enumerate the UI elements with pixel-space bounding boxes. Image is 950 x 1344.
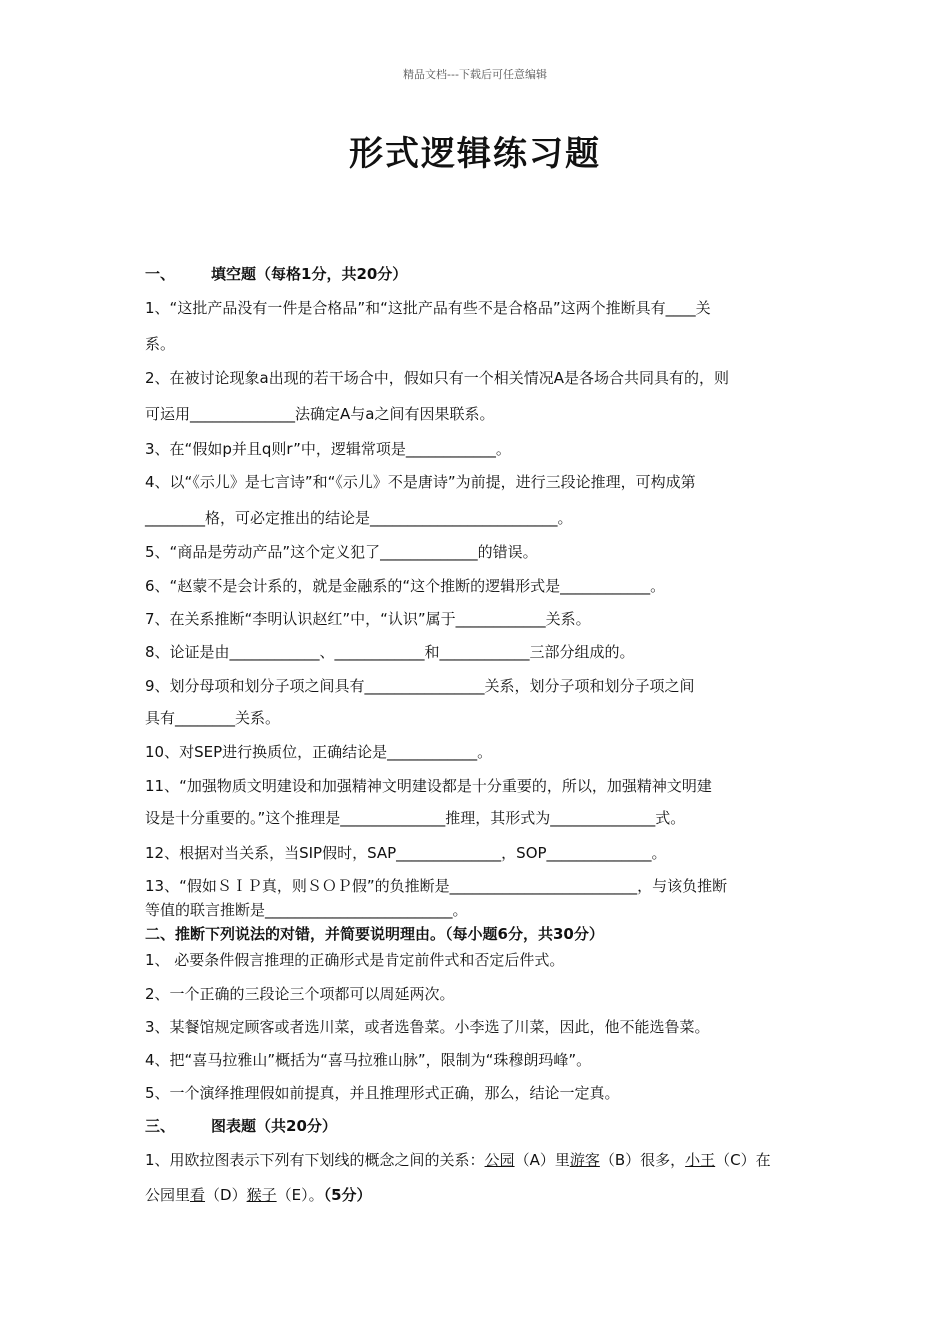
q1-4-line-2: ________格，可必定推出的结论是_________________________。 bbox=[145, 509, 573, 527]
q1-3-line: 3、在“假如p并且q则r”中，逻辑常项是____________。 bbox=[145, 440, 511, 458]
underlined-concept-look: 看 bbox=[190, 1186, 206, 1204]
q3-1-score: （5分） bbox=[323, 1186, 372, 1204]
page-header: 精品文档---下载后可任意编辑 bbox=[403, 68, 547, 81]
q2-1-line: 1、 必要条件假言推理的正确形式是肯定前件式和否定后件式。 bbox=[145, 951, 565, 969]
q1-9-line-1: 9、划分母项和划分子项之间具有________________关系，划分子项和划分子项之间 bbox=[145, 677, 695, 695]
q1-1-line-1: 1、“这批产品没有一件是合格品”和“这批产品有些不是合格品”这两个推断具有____关 bbox=[145, 299, 711, 317]
document-title: 形式逻辑练习题 bbox=[349, 134, 601, 174]
q1-2-line-1: 2、在被讨论现象a出现的若干场合中，假如只有一个相关情况A是各场合共同具有的，则 bbox=[145, 369, 730, 387]
section-2-heading: 二、推断下列说法的对错，并简要说明理由。（每小题6分，共30分） bbox=[145, 925, 604, 943]
q1-11-line-1: 11、“加强物质文明建设和加强精神文明建设都是十分重要的，所以，加强精神文明建 bbox=[145, 777, 712, 795]
q1-11-line-2: 设是十分重要的。”这个推理是______________推理，其形式为______________式。 bbox=[145, 809, 686, 827]
section-3-title: 图表题（共20分） bbox=[211, 1117, 337, 1135]
q3-1-text: （A）里 bbox=[514, 1151, 570, 1169]
q1-13-line-1: 13、“假如ＳＩＰ真，则ＳＯＰ假”的负推断是_________________________，与该负推断 bbox=[145, 877, 728, 895]
q3-1-text: （C）在 bbox=[715, 1151, 771, 1169]
q2-4-line: 4、把“喜马拉雅山”概括为“喜马拉雅山脉”，限制为“珠穆朗玛峰”。 bbox=[145, 1051, 592, 1069]
section-3-number: 三、 bbox=[145, 1117, 176, 1135]
q3-1-text: （E）。 bbox=[276, 1186, 324, 1204]
q3-1-text: 1、用欧拉图表示下列有下划线的概念之间的关系： bbox=[145, 1151, 485, 1169]
q3-1-line-2 bbox=[145, 1185, 372, 1205]
q1-7-line: 7、在关系推断“李明认识赵红”中，“认识”属于____________关系。 bbox=[145, 610, 591, 628]
underlined-concept-tourist: 游客 bbox=[569, 1151, 600, 1169]
q3-1-text: 公园里 bbox=[145, 1186, 191, 1204]
q1-5-line: 5、“商品是劳动产品”这个定义犯了_____________的错误。 bbox=[145, 543, 538, 561]
q3-1-line-1 bbox=[145, 1150, 771, 1170]
underlined-concept-park: 公园 bbox=[484, 1151, 515, 1169]
section-1-heading bbox=[145, 264, 407, 284]
q1-8-line: 8、论证是由____________、____________和____________三部分组成的。 bbox=[145, 643, 635, 661]
q1-4-line-1: 4、以“《示儿》是七言诗”和“《示儿》不是唐诗”为前提，进行三段论推理，可构成第 bbox=[145, 473, 696, 491]
q1-9-line-2: 具有________关系。 bbox=[145, 709, 281, 727]
q1-12-line: 12、根据对当关系，当SIP假时，SAP______________，SOP______________。 bbox=[145, 844, 667, 862]
q2-3-line: 3、某餐馆规定顾客或者选川菜，或者选鲁菜。小李选了川菜，因此，他不能选鲁菜。 bbox=[145, 1018, 710, 1036]
underlined-concept-monkey: 猴子 bbox=[246, 1186, 277, 1204]
section-1-title: 填空题（每格1分，共20分） bbox=[211, 265, 408, 283]
q2-5-line: 5、一个演绎推理假如前提真，并且推理形式正确，那么，结论一定真。 bbox=[145, 1084, 620, 1102]
q1-6-line: 6、“赵蒙不是会计系的，就是金融系的“这个推断的逻辑形式是____________。 bbox=[145, 577, 666, 595]
q1-13-line-2: 等值的联言推断是_________________________。 bbox=[145, 901, 468, 919]
section-3-heading bbox=[145, 1116, 337, 1136]
q1-2-line-2: 可运用______________法确定A与a之间有因果联系。 bbox=[145, 405, 495, 423]
section-1-number: 一、 bbox=[145, 265, 176, 283]
q1-10-line: 10、对SEP进行换质位，正确结论是____________。 bbox=[145, 743, 493, 761]
q3-1-text: （D） bbox=[205, 1186, 247, 1204]
underlined-concept-xiaowang: 小王 bbox=[685, 1151, 716, 1169]
q2-2-line: 2、一个正确的三段论三个项都可以周延两次。 bbox=[145, 985, 455, 1003]
q1-1-line-2: 系。 bbox=[145, 335, 176, 353]
q3-1-text: （B）很多， bbox=[599, 1151, 686, 1169]
